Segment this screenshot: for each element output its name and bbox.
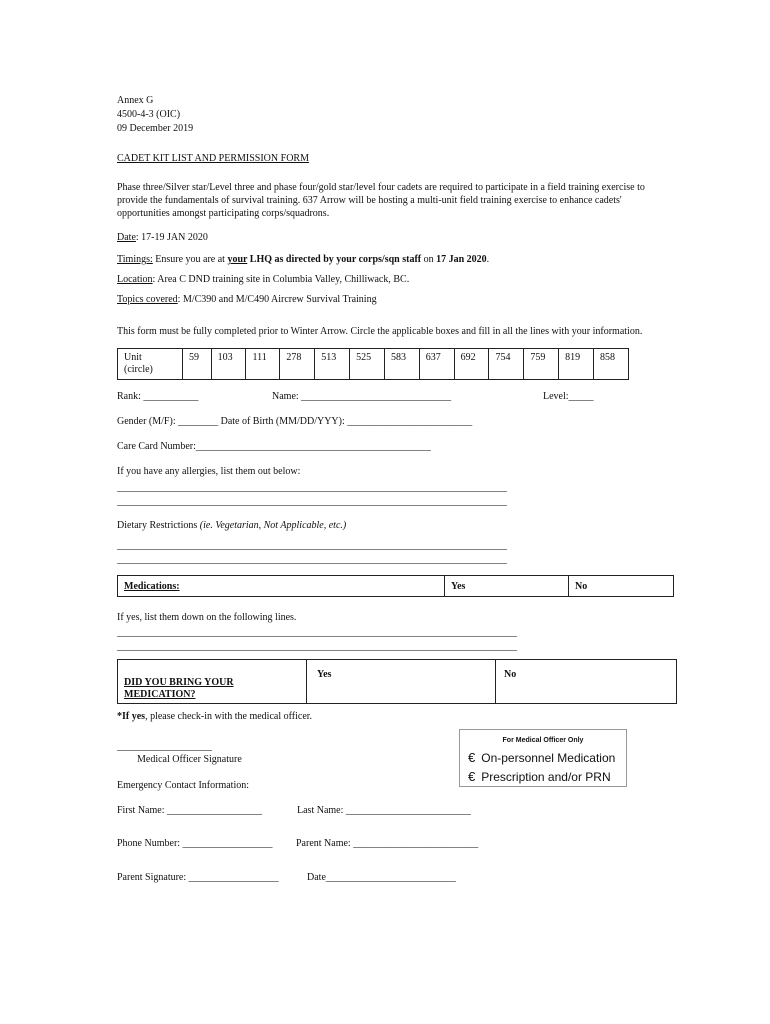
- unit-option[interactable]: [524, 349, 559, 380]
- medications-table: [117, 575, 674, 597]
- bring-yes: Yes: [317, 669, 332, 680]
- unit-number: 637: [425, 352, 441, 363]
- annex-label: Annex G: [117, 95, 154, 106]
- medications-label: Medications:: [124, 581, 180, 592]
- topics-line: [117, 293, 377, 306]
- unit-option[interactable]: [183, 349, 212, 380]
- intro-paragraph: Phase three/Silver star/Level three and phase four/gold star/level four cadets are required to participate in a field training exercise to provide the fundamentals of survival training. 637 Arrow will be hosting a multi-unit field training exercise to enhance cadets' opportunities amongst participating corps/squadrons.: [117, 182, 645, 219]
- file-reference: 4500-4-3 (OIC): [117, 109, 181, 120]
- timings-date: 17 Jan 2020: [436, 254, 487, 265]
- dietary-line[interactable]: ______________________________________________________________________________: [117, 554, 507, 565]
- medications-no-cell[interactable]: [569, 576, 674, 597]
- meds-list-prompt: If yes, list them down on the following lines.: [117, 612, 297, 623]
- bring-no: No: [504, 669, 517, 680]
- checkbox-icon: €: [468, 750, 476, 765]
- medications-label-cell: [118, 576, 445, 597]
- medications-yes-cell[interactable]: [445, 576, 569, 597]
- phone-field[interactable]: Phone Number: __________________: [117, 838, 273, 849]
- name-field[interactable]: Name: ______________________________: [272, 391, 452, 402]
- parent-date-field[interactable]: Date__________________________: [307, 872, 456, 883]
- medical-officer-signature-line[interactable]: ___________________: [117, 741, 212, 752]
- date-line: [117, 231, 208, 244]
- emergency-heading: Emergency Contact Information:: [117, 780, 249, 791]
- unit-number: 692: [460, 352, 476, 363]
- location-label: Location: [117, 274, 153, 285]
- unit-option[interactable]: [454, 349, 489, 380]
- level-field[interactable]: Level:_____: [543, 391, 594, 402]
- topics-label: Topics covered: [117, 294, 178, 305]
- unit-option[interactable]: [384, 349, 419, 380]
- medical-officer-box: [459, 729, 627, 787]
- unit-option[interactable]: [315, 349, 350, 380]
- unit-label-sub: (circle): [124, 364, 153, 375]
- dietary-prompt: [117, 519, 346, 532]
- unit-number: 583: [390, 352, 406, 363]
- unit-number: 819: [565, 352, 581, 363]
- date-label: Date: [117, 232, 136, 243]
- unit-number: 111: [252, 352, 267, 363]
- gender-dob-field[interactable]: Gender (M/F): ________ Date of Birth (MM/DD/YYY): _________________________: [117, 416, 473, 427]
- dietary-example: (ie. Vegetarian, Not Applicable, etc.): [197, 520, 347, 531]
- rank-field[interactable]: Rank: ___________: [117, 391, 199, 402]
- bring-medication-table: [117, 659, 677, 704]
- meds-list-line[interactable]: ________________________________________________________________________________: [117, 627, 517, 638]
- unit-number: 278: [286, 352, 302, 363]
- medical-option-prescription[interactable]: [468, 770, 626, 784]
- unit-number: 59: [189, 352, 199, 363]
- medical-option-on-personnel[interactable]: [468, 751, 626, 765]
- checkin-text: , please check-in with the medical officer.: [145, 711, 313, 722]
- dietary-line[interactable]: ______________________________________________________________________________: [117, 540, 507, 551]
- instructions-text: This form must be fully completed prior to Winter Arrow. Circle the applicable boxes and fill in all the lines with your information.: [117, 326, 643, 337]
- medications-yes: Yes: [451, 581, 466, 592]
- bring-question: DID YOU BRING YOUR: [124, 677, 234, 688]
- location-line: [117, 273, 409, 286]
- parent-signature-field[interactable]: Parent Signature: __________________: [117, 872, 279, 883]
- bring-yes-cell[interactable]: [307, 660, 496, 704]
- allergies-line[interactable]: ______________________________________________________________________________: [117, 482, 507, 493]
- unit-table: [117, 348, 629, 380]
- bring-question-cell: [118, 660, 307, 704]
- allergies-line[interactable]: ______________________________________________________________________________: [117, 496, 507, 507]
- medications-no: No: [575, 581, 588, 592]
- unit-option[interactable]: [280, 349, 315, 380]
- checkin-note: [117, 710, 312, 723]
- allergies-prompt: If you have any allergies, list them out below:: [117, 466, 301, 477]
- care-card-field[interactable]: Care Card Number:_______________________________________________: [117, 441, 431, 452]
- unit-number: 858: [600, 352, 615, 363]
- dietary-label: Dietary Restrictions: [117, 520, 198, 531]
- document-date: 09 December 2019: [117, 123, 194, 134]
- page-title: CADET KIT LIST AND PERMISSION FORM: [117, 153, 309, 164]
- unit-option[interactable]: [350, 349, 385, 380]
- topics-value: : M/C390 and M/C490 Aircrew Survival Training: [177, 294, 377, 305]
- timings-your: your: [227, 254, 248, 265]
- unit-option[interactable]: [489, 349, 524, 380]
- medical-option-label: On-personnel Medication: [481, 751, 616, 765]
- unit-option[interactable]: [246, 349, 280, 380]
- unit-number: 754: [495, 352, 511, 363]
- medical-option-label: Prescription and/or PRN: [481, 770, 611, 784]
- timings-line: [117, 253, 489, 266]
- unit-number: 103: [217, 352, 233, 363]
- location-value: : Area C DND training site in Columbia Valley, Chilliwack, BC.: [152, 274, 410, 285]
- meds-list-line[interactable]: ________________________________________________________________________________: [117, 641, 517, 652]
- timings-on: on: [421, 254, 437, 265]
- unit-label: Unit: [124, 352, 142, 363]
- timings-label: Timings:: [117, 254, 153, 265]
- unit-option[interactable]: [419, 349, 454, 380]
- last-name-field[interactable]: Last Name: _________________________: [297, 805, 471, 816]
- timings-text: Ensure you are at: [152, 254, 228, 265]
- medical-officer-signature-label: Medical Officer Signature: [137, 754, 242, 765]
- unit-number: 513: [321, 352, 337, 363]
- unit-option[interactable]: [211, 349, 246, 380]
- unit-option[interactable]: [594, 349, 629, 380]
- checkin-bold: *If yes: [117, 711, 146, 722]
- bring-no-cell[interactable]: [496, 660, 677, 704]
- medical-officer-box-header: For Medical Officer Only: [502, 737, 584, 744]
- first-name-field[interactable]: First Name: ___________________: [117, 805, 262, 816]
- bring-question-sub: MEDICATION?: [124, 689, 196, 700]
- parent-name-field[interactable]: Parent Name: _________________________: [296, 838, 479, 849]
- unit-number: 759: [530, 352, 546, 363]
- timings-end: .: [486, 254, 490, 265]
- unit-option[interactable]: [559, 349, 594, 380]
- timings-bold: LHQ as directed by your corps/sqn staff: [247, 254, 422, 265]
- checkbox-icon: €: [468, 769, 476, 784]
- unit-label-cell: [118, 349, 183, 380]
- unit-number: 525: [356, 352, 372, 363]
- date-value: : 17-19 JAN 2020: [135, 232, 208, 243]
